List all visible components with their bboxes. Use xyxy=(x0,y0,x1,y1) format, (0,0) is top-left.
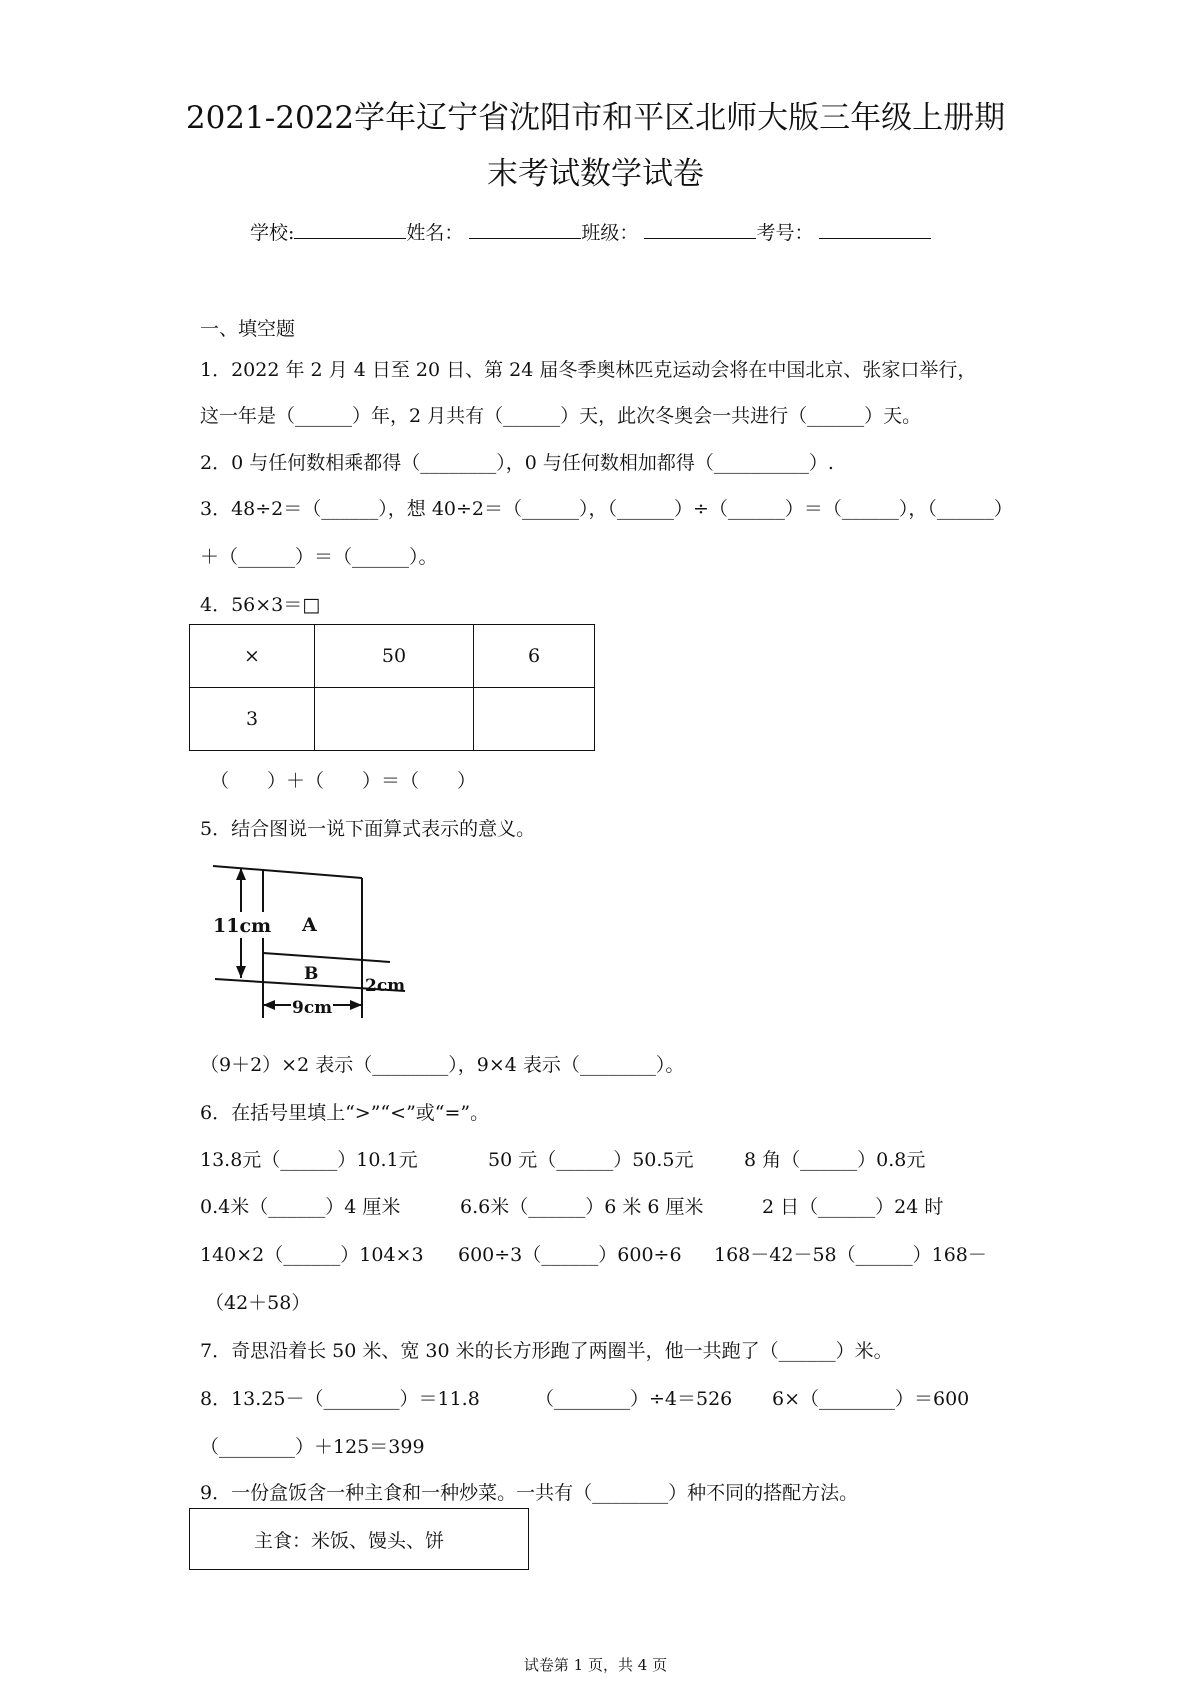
school-label: 学校: xyxy=(250,222,295,244)
region-b-label: B xyxy=(304,964,319,984)
compare-item: 50 元（______）50.5元 xyxy=(488,1149,694,1171)
compare-item: 140×2（______）104×3 xyxy=(200,1244,424,1266)
table-cell: 6 xyxy=(474,625,595,688)
question-5-answer: （9＋2）×2 表示（________），9×4 表示（________）。 xyxy=(200,1054,685,1076)
question-9-stem: 9．一份盒饭含一种主食和一种炒菜。一共有（________）种不同的搭配方法。 xyxy=(200,1482,859,1504)
table-cell: 50 xyxy=(315,625,474,688)
question-3-line1: 3．48÷2＝（______），想 40÷2＝（______），（______）÷（______）＝（______），（______） xyxy=(200,498,1013,520)
class-label: 班级： xyxy=(581,222,639,244)
staple-food-text: 主食：米饭、馒头、饼 xyxy=(254,1529,445,1552)
table-cell: × xyxy=(190,625,315,688)
question-4-answer: （ ）＋（ ）＝（ ） xyxy=(210,770,477,792)
multiplication-table xyxy=(189,624,595,751)
region-a-label: A xyxy=(302,914,317,936)
name-blank[interactable] xyxy=(469,220,581,239)
compare-item: 13.8元（______）10.1元 xyxy=(200,1149,418,1171)
school-blank[interactable] xyxy=(294,220,406,239)
page-footer: 试卷第 1 页，共 4 页 xyxy=(523,1656,668,1674)
height-label: 11cm xyxy=(213,915,272,937)
compare-item: 6.6米（______）6 米 6 厘米 xyxy=(460,1196,704,1218)
answer-cell[interactable] xyxy=(315,688,474,751)
question-8-line2: （________）＋125＝399 xyxy=(200,1436,425,1458)
table-cell: 3 xyxy=(190,688,315,751)
number-label: 考号： xyxy=(756,222,814,244)
width-label: 9cm xyxy=(292,998,333,1018)
rectangle-figure xyxy=(205,858,415,1028)
table-row xyxy=(190,688,595,751)
page-title-line2: 末考试数学试卷 xyxy=(487,156,704,192)
compare-item: 2 日（______）24 时 xyxy=(762,1196,944,1218)
staple-food-box xyxy=(189,1508,529,1570)
question-3-line2: ＋（______）＝（______）。 xyxy=(200,546,438,568)
small-width-label: 2cm xyxy=(365,976,406,996)
question-7: 7．奇思沿着长 50 米、宽 30 米的长方形跑了两圈半，他一共跑了（______）米。 xyxy=(200,1340,893,1362)
class-blank[interactable] xyxy=(644,220,756,239)
answer-cell[interactable] xyxy=(474,688,595,751)
name-label: 姓名： xyxy=(406,222,464,244)
question-8-item: （________）÷4＝526 xyxy=(535,1388,733,1410)
question-6-stem: 6．在括号里填上“>”“<”或“=”。 xyxy=(200,1102,490,1124)
question-1-line2: 这一年是（______）年，2 月共有（______）天，此次冬奥会一共进行（______）天。 xyxy=(200,405,922,427)
question-2: 2．0 与任何数相乘都得（________），0 与任何数相加都得（__________）. xyxy=(200,452,834,474)
compare-item: 0.4米（______）4 厘米 xyxy=(200,1196,401,1218)
compare-item: 8 角（______）0.8元 xyxy=(744,1149,926,1171)
question-8-item: 6×（________）＝600 xyxy=(772,1388,970,1410)
question-4-stem: 4．56×3＝□ xyxy=(200,594,321,616)
compare-item: 168－42－58（______）168－ xyxy=(714,1244,987,1266)
page-title-line1: 2021-2022学年辽宁省沈阳市和平区北师大版三年级上册期 xyxy=(185,100,1006,136)
compare-item: 600÷3（______）600÷6 xyxy=(458,1244,682,1266)
question-5-stem: 5．结合图说一说下面算式表示的意义。 xyxy=(200,818,536,840)
section-heading: 一、填空题 xyxy=(200,318,296,340)
table-row xyxy=(190,625,595,688)
question-8-item: 8．13.25－（________）＝11.8 xyxy=(200,1388,480,1410)
student-info-line xyxy=(250,218,931,245)
compare-item-continued: （42＋58） xyxy=(205,1292,311,1314)
number-blank[interactable] xyxy=(819,220,931,239)
question-1-line1: 1．2022 年 2 月 4 日至 20 日、第 24 届冬季奥林匹克运动会将在中国北京、张家口举行， xyxy=(200,359,977,381)
